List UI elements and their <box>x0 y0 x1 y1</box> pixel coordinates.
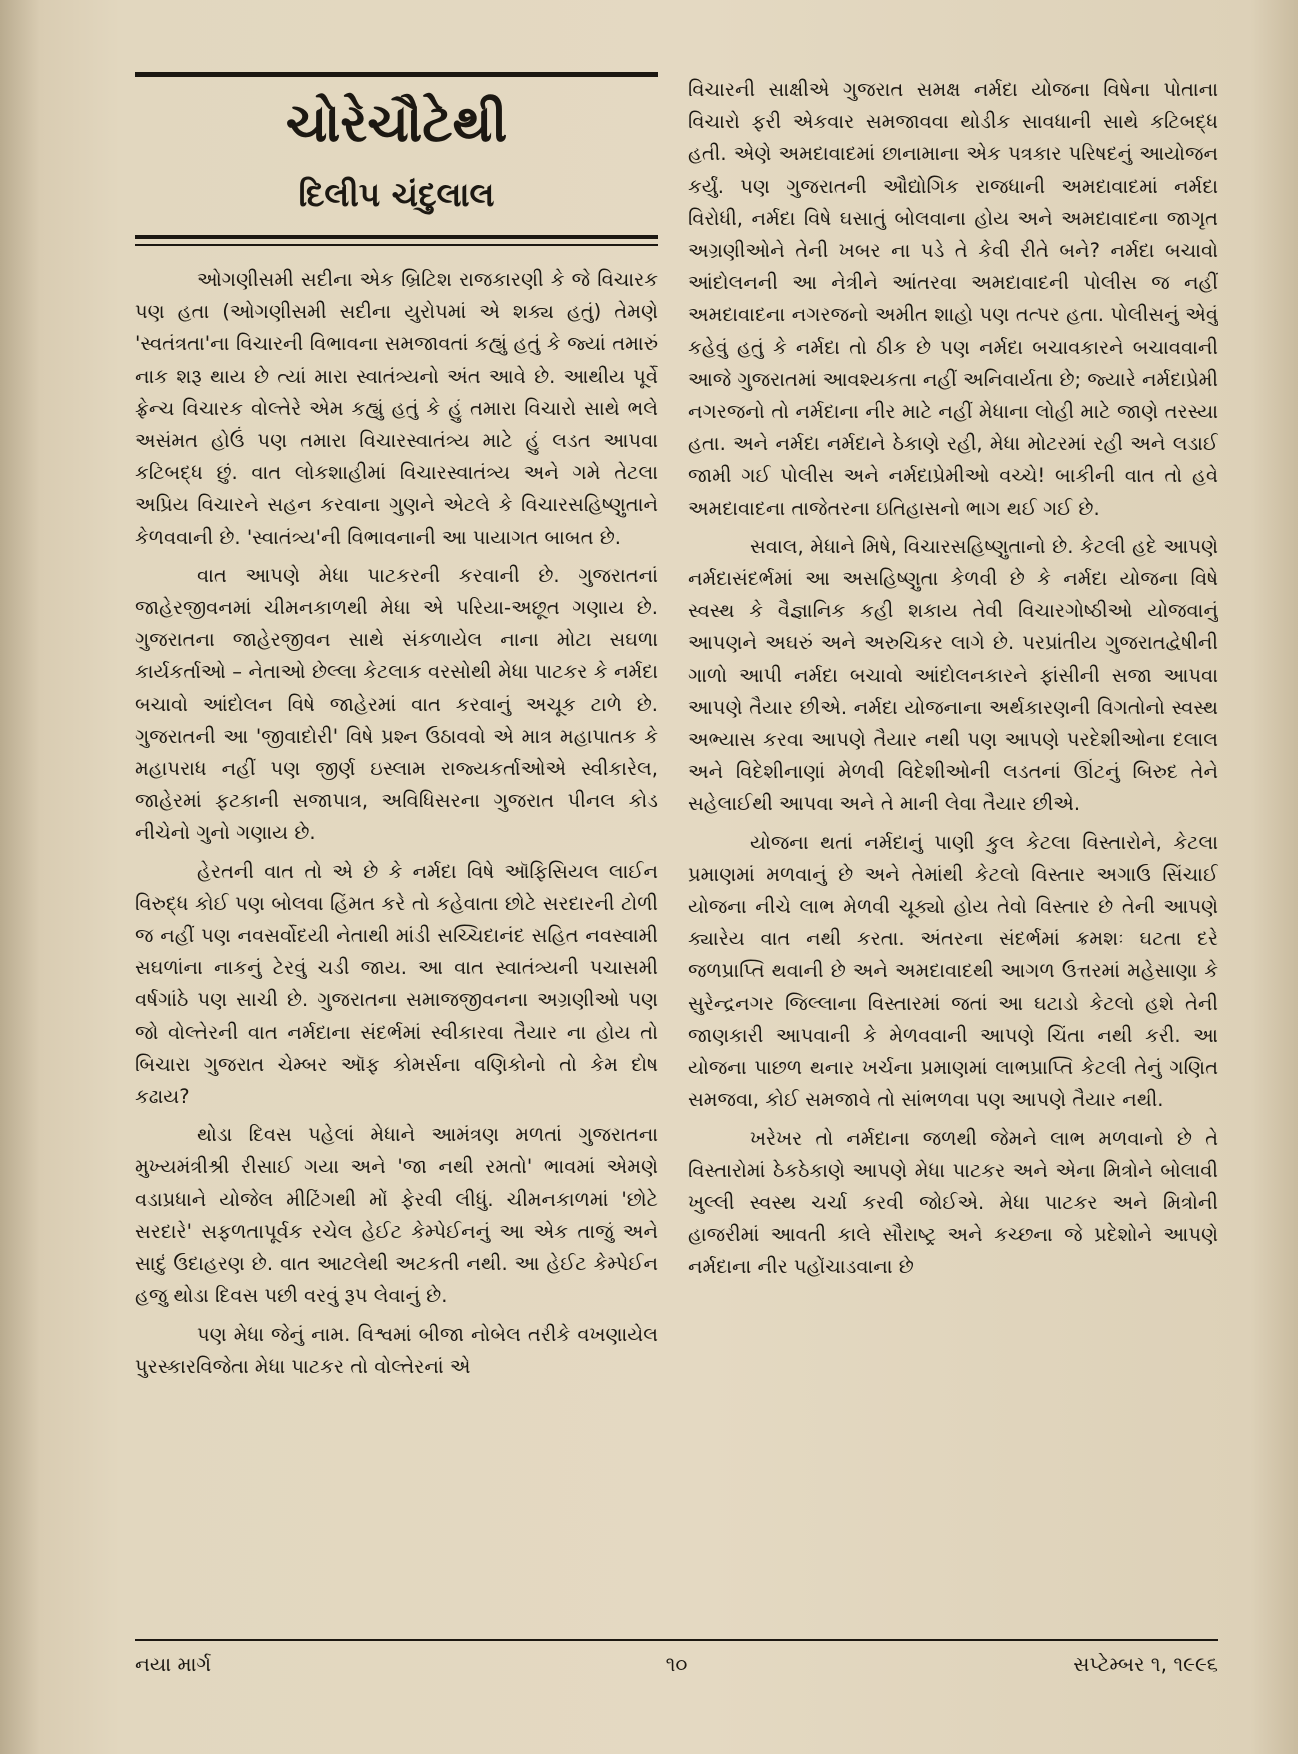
paragraph: યોજના થતાં નર્મદાનું પાણી કુલ કેટલા વિસ્તારોને, કેટલા પ્રમાણમાં મળવાનું છે અને તેમાંથી કેટલો વિસ્તાર અગાઉ સિંચાઈ યોજના નીચે લાભ મેળવી ચૂક્યો હોય તેવો વિસ્તાર છે તેની આપણે ક્યારેય વાત નથી કરતા. અંતરના સંદર્ભમાં ક્રમશઃ ઘટતા દરે જળપ્રાપ્તિ થવાની છે અને અમદાવાદથી આગળ ઉત્તરમાં મહેસાણા કે સુરેન્દ્રનગર જિલ્લાના વિસ્તારમાં જતાં આ ઘટાડો કેટલો હશે તેની જાણકારી આપવાની કે મેળવવાની આપણે ચિંતા નથી કરી. આ યોજના પાછળ થનાર ખર્ચના પ્રમાણમાં લાભપ્રાપ્તિ કેટલી તેનું ગણિત સમજવા, કોઈ સમજાવે તો સાંભળવા પણ આપણે તૈયાર નથી. <box>688 830 1218 1112</box>
paragraph: થોડા દિવસ પહેલાં મેધાને આમંત્રણ મળતાં ગુજરાતના મુખ્યમંત્રીશ્રી રીસાઈ ગયા અને 'જા નથી રમતો' ભાવમાં એમણે વડાપ્રધાને યોજેલ મીટિંગથી મોં ફેરવી લીધું. ચીમનકાળમાં 'છોટે સરદારે' સફળતાપૂર્વક રચેલ હેઈટ કેમ્પેઈનનું આ એક તાજું અને સાદું ઉદાહરણ છે. વાત આટલેથી અટકતી નથી. આ હેઈટ કેમ્પેઈન હજુ થોડા દિવસ પછી વરવું રૂપ લેવાનું છે. <box>135 1123 658 1308</box>
paragraph: સવાલ, મેધાને મિષે, વિચારસહિષ્ણુતાનો છે. કેટલી હદે આપણે નર્મદાસંદર્ભમાં આ અસહિષ્ણુતા કેળવી છે કે નર્મદા યોજના વિષે સ્વસ્થ કે વૈજ્ઞાનિક કહી શકાય તેવી વિચારગોષ્ઠીઓ યોજવાનું આપણને અઘરું અને અરુચિકર લાગે છે. પરપ્રાંતીય ગુજરાતદ્વેષીની ગાળો આપી નર્મદા બચાવો આંદોલનકારને ફાંસીની સજા આપવા આપણે તૈયાર છીએ. નર્મદા યોજનાના અર્થકારણની વિગતોનો સ્વસ્થ અભ્યાસ કરવા આપણે તૈયાર નથી પણ આપણે પરદેશીઓના દલાલ અને વિદેશીનાણાં મેળવી વિદેશીઓની લડતનાં ઊંટનું બિરુદ તેને સહેલાઈથી આપવા અને તે માની લેવા તૈયાર છીએ. <box>688 534 1218 816</box>
publication-name: નયા માર્ગ <box>135 1652 212 1676</box>
page-number: ૧૦ <box>665 1652 688 1676</box>
column-title: ચોરેચૌટેથી <box>285 93 508 154</box>
paragraph: ખરેખર તો નર્મદાના જળથી જેમને લાભ મળવાનો છે તે વિસ્તારોમાં ઠેકઠેકાણે આપણે મેધા પાટકર અને એના મિત્રોને બોલાવી ખુલ્લી સ્વસ્થ ચર્ચા કરવી જોઈએ. મેધા પાટકર અને મિત્રોની હાજરીમાં આવતી કાલે સૌરાષ્ટ્ર અને કચ્છના જે પ્રદેશોને આપણે નર્મદાના નીર પહોંચાડવાના છે <box>688 1126 1218 1279</box>
page-footer <box>135 1647 1218 1681</box>
column-author: દિલીપ ચંદુલાલ <box>298 175 495 214</box>
right-column <box>688 74 1218 1634</box>
footer-rule <box>135 1639 1218 1641</box>
paragraph: વાત આપણે મેધા પાટકરની કરવાની છે. ગુજરાતનાં જાહેરજીવનમાં ચીમનકાળથી મેધા એ પરિયા-અછૂત ગણાય છે. ગુજરાતના જાહેરજીવન સાથે સંકળાયેલ નાના મોટા સઘળા કાર્યકર્તાઓ – નેતાઓ છેલ્લા કેટલાક વરસોથી મેધા પાટકર કે નર્મદા બચાવો આંદોલન વિષે જાહેરમાં વાત કરવાનું અચૂક ટાળે છે. ગુજરાતની આ 'જીવાદોરી' વિષે પ્રશ્ન ઉઠાવવો એ માત્ર મહાપાતક કે મહાપરાધ નહીં પણ જીર્ણ ઇસ્લામ રાજ્યકર્તાઓએ સ્વીકારેલ, જાહેરમાં ફટકાની સજાપાત્ર, અવિધિસરના ગુજરાત પીનલ કોડ નીચેનો ગુનો ગણાય છે. <box>135 563 658 845</box>
paragraph: પણ મેધા જેનું નામ. વિશ્વમાં બીજા નોબેલ તરીકે વખણાયેલ પુરસ્કારવિજેતા મેધા પાટકર તો વોલ્તેરનાં એ <box>135 1322 658 1378</box>
issue-date: સપ્ટેમ્બર ૧, ૧૯૯૬ <box>1073 1652 1218 1676</box>
header-top-rule <box>135 72 658 77</box>
paragraph: ઓગણીસમી સદીના એક બ્રિટિશ રાજકારણી કે જે વિચારક પણ હતા (ઓગણીસમી સદીના યુરોપમાં એ શક્ય હતું) તેમણે 'સ્વતંત્રતા'ના વિચારની વિભાવના સમજાવતાં કહ્યું હતું કે જ્યાં તમારું નાક શરૂ થાય છે ત્યાં મારા સ્વાતંત્ર્યનો અંત આવે છે. આથીય પૂર્વે ફ્રેન્ચ વિચારક વોલ્તેરે એમ કહ્યું હતું કે હું તમારા વિચારો સાથે ભલે અસંમત હોઉં પણ તમારા વિચારસ્વાતંત્ર્ય માટે હું લડત આપવા કટિબદ્ધ છું. વાત લોકશાહીમાં વિચારસ્વાતંત્ર્ય અને ગમે તેટલા અપ્રિય વિચારને સહન કરવાના ગુણને એટલે કે વિચારસહિષ્ણુતાને કેળવવાની છે. 'સ્વાતંત્ર્ય'ની વિભાવનાની આ પાયાગત બાબત છે. <box>135 268 658 549</box>
paragraph: હેરતની વાત તો એ છે કે નર્મદા વિષે ઑફિસિયલ લાઈન વિરુદ્ધ કોઈ પણ બોલવા હિંમત કરે તો કહેવાતા છોટે સરદારની ટોળી જ નહીં પણ નવસર્વોદયી નેતાથી માંડી સચ્ચિદાનંદ સહિત નવસ્વામી સઘળાંના નાકનું ટેરવું ચડી જાય. આ વાત સ્વાતંત્ર્યની પચાસમી વર્ષગાંઠે પણ સાચી છે. ગુજરાતના સમાજજીવનના અગ્રણીઓ પણ જો વોલ્તેરની વાત નર્મદાના સંદર્ભમાં સ્વીકારવા તૈયાર ના હોય તો બિચારા ગુજરાત ચેમ્બર ઑફ કોમર્સના વણિકોનો તો કેમ દોષ કઢાય? <box>135 859 658 1109</box>
left-column <box>135 72 658 1632</box>
header-bottom-rules <box>135 235 658 246</box>
paragraph-continuation: વિચારની સાક્ષીએ ગુજરાત સમક્ષ નર્મદા યોજના વિષેના પોતાના વિચારો ફરી એકવાર સમજાવવા થોડીક સાવધાની સાથે કટિબદ્ધ હતી. એણે અમદાવાદમાં છાનામાના એક પત્રકાર પરિષદનું આયોજન કર્યું. પણ ગુજરાતની ઔદ્યોગિક રાજધાની અમદાવાદમાં નર્મદા વિરોધી, નર્મદા વિષે ઘસાતું બોલવાના હોય અને અમદાવાદના જાગૃત અગ્રણીઓને તેની ખબર ના પડે તે કેવી રીતે બને? નર્મદા બચાવો આંદોલનની આ નેત્રીને આંતરવા અમદાવાદની પોલીસ જ નહીં અમદાવાદના નગરજનો અમીત શાહો પણ તત્પર હતા. પોલીસનું એવું કહેવું હતું કે નર્મદા તો ઠીક છે પણ નર્મદા બચાવકારને બચાવવાની આજે ગુજરાતમાં આવશ્યકતા નહીં અનિવાર્યતા છે; જ્યારે નર્મદાપ્રેમી નગરજનો તો નર્મદાના નીર માટે નહીં મેધાના લોહી માટે જાણે તરસ્યા હતા. અને નર્મદા નર્મદાને ઠેકાણે રહી, મેધા મોટરમાં રહી અને લડાઈ જામી ગઈ પોલીસ અને નર્મદાપ્રેમીઓ વચ્ચે! બાકીની વાત તો હવે અમદાવાદના તાજેતરના ઇતિહાસનો ભાગ થઈ ગઈ છે. <box>688 78 1218 520</box>
